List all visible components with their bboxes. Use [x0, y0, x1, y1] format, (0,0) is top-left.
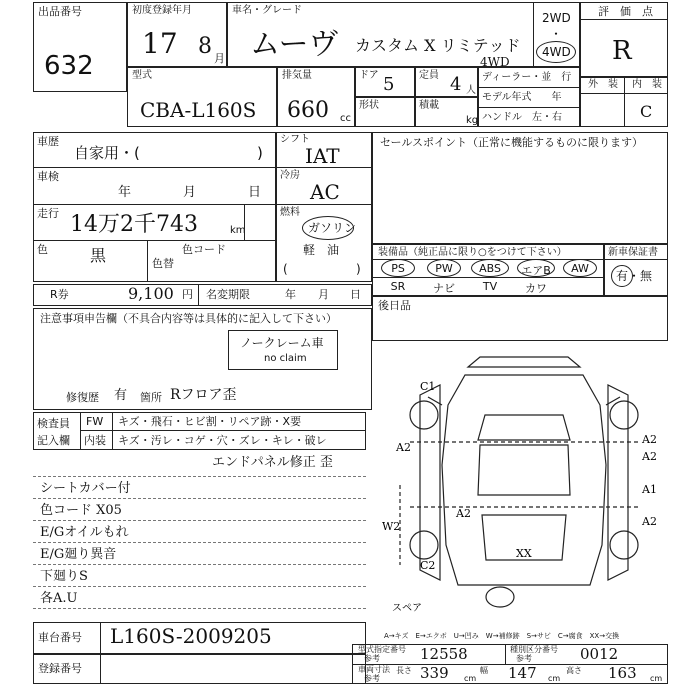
rating-value: R — [612, 36, 632, 66]
width-unit: cm — [548, 674, 561, 683]
remark-5: E/G廻り異音 — [40, 547, 117, 562]
equip-ps: PS — [391, 262, 405, 275]
chassis-label: 車台番号 — [38, 631, 82, 644]
no-claim-jp: ノークレーム車 — [240, 336, 324, 350]
deadline-day-unit: 日 — [350, 288, 361, 301]
mark-a2-right-mid: A2 — [642, 450, 657, 463]
no-claim-en: no claim — [264, 353, 307, 364]
height-value: 163 — [608, 664, 637, 682]
spec-code-label: 型式指定番号 — [358, 645, 406, 654]
inspection-month-unit: 月 — [183, 185, 197, 200]
shift-value: IAT — [305, 144, 340, 168]
reg-box — [33, 654, 366, 684]
model-label: 型式 — [132, 70, 152, 81]
repaint-label: 色替 — [152, 257, 174, 270]
first-reg-label: 初度登録年月 — [132, 5, 192, 16]
interior-label: 内 装 — [632, 79, 662, 90]
deadline-label: 名変期限 — [206, 288, 250, 301]
remark-2: シートカバー付 — [40, 481, 131, 496]
color-label: 色 — [37, 243, 48, 256]
deadline-year-unit: 年 — [285, 288, 296, 301]
equip-ps-circle — [381, 259, 415, 277]
rear-items-box — [372, 296, 668, 341]
equip-pw-circle — [427, 259, 461, 277]
equip-abs-circle — [471, 259, 509, 277]
lot-number: 632 — [44, 51, 94, 81]
drive-4wd: 4WD — [542, 45, 571, 59]
equip-aw-circle — [563, 259, 597, 277]
mark-a2-center: A2 — [456, 507, 471, 520]
fw-text: キズ・飛石・ヒビ割・リペア跡・X要 — [118, 415, 302, 428]
mark-c1: C1 — [420, 380, 436, 393]
fw-label: FW — [86, 415, 104, 428]
remark-1: エンドパネル修正 歪 — [212, 455, 333, 470]
size-label: 車両寸法 — [358, 665, 390, 674]
inspector-label2: 記入欄 — [37, 434, 70, 447]
new-car-value: 有・無 — [616, 269, 653, 283]
mark-a2-left: A2 — [396, 441, 411, 454]
inspector-interior-label: 内装 — [84, 434, 106, 447]
width-value: 147 — [508, 664, 537, 682]
car-name: ムーヴ — [250, 27, 339, 62]
notes-label: 注意事項申告欄（不具合内容等は具体的に記入して下さい） — [40, 312, 337, 325]
remark-3: 色コード X05 — [40, 503, 122, 518]
equip-pw: PW — [435, 262, 453, 275]
fuel-gasoline: ガソリン — [308, 221, 357, 235]
first-reg-year: 17 — [142, 27, 178, 60]
cc-unit: cc — [340, 113, 351, 124]
exterior-label: 外 装 — [588, 79, 618, 90]
rear-items-label: 後日品 — [378, 299, 411, 312]
class-value: 0012 — [580, 645, 619, 663]
recycle-value: 9,100 — [128, 284, 174, 303]
equip-aw: AW — [571, 262, 589, 275]
height-unit: cm — [650, 674, 663, 683]
class-ref: 参考 — [516, 654, 532, 663]
equip-tv: TV — [482, 280, 498, 293]
history-value: 自家用・( — [74, 144, 140, 162]
displacement-value: 660 — [287, 98, 329, 123]
length-value: 339 — [420, 664, 449, 682]
chassis-value: L160S-2009205 — [110, 624, 272, 648]
size-ref: 参考 — [364, 674, 380, 683]
handle-label: ハンドル 左・右 — [482, 112, 562, 123]
new-car-circle — [611, 265, 633, 287]
fuel-gasoline-circle — [302, 216, 357, 240]
rating-label: 評 価 点 — [598, 5, 653, 18]
door-label: ドア — [359, 70, 379, 81]
month-unit: 月 — [214, 52, 225, 65]
equip-airbag: エアB — [521, 264, 551, 277]
km-unit: km — [230, 225, 246, 236]
mark-w2: W2 — [382, 520, 401, 533]
drive-note: 4WD — [480, 55, 510, 69]
remark-7: 各A.U — [40, 591, 78, 606]
inspector-label1: 検査員 — [37, 417, 70, 430]
equip-navi: ナビ — [433, 282, 455, 295]
dealer-label: ディーラー・並 行 — [482, 72, 572, 83]
spec-code-ref: 参考 — [364, 654, 380, 663]
equip-airbag-circle — [517, 259, 555, 277]
recycle-unit: 円 — [182, 288, 193, 301]
mark-c2: C2 — [420, 559, 436, 572]
equip-sr: SR — [390, 280, 406, 293]
remark-4: E/Gオイルもれ — [40, 525, 129, 540]
fuel-paren-open: ( — [283, 262, 288, 276]
damage-legend: A→キズ E→エクボ U→凹み W→補修跡 S→サビ C→腐食 XX→交換 — [384, 632, 620, 640]
car-grade: カスタム X リミテッド — [355, 36, 521, 55]
model-value: CBA-L160S — [140, 98, 257, 122]
fuel-label: 燃料 — [280, 207, 300, 218]
inspection-year-unit: 年 — [118, 185, 132, 200]
first-reg-month: 8 — [198, 34, 212, 59]
equip-abs: ABS — [479, 262, 501, 275]
height-label: 高さ — [566, 666, 582, 675]
interior-text: キズ・汚レ・コゲ・穴・ズレ・キレ・破レ — [118, 434, 327, 447]
equipment-label: 装備品（純正品に限り○をつけて下さい） — [378, 247, 567, 258]
door-value: 5 — [383, 74, 395, 95]
shift-label: シフト — [280, 134, 310, 145]
length-unit: cm — [464, 674, 477, 683]
length-label: 長さ — [396, 666, 412, 675]
fuel-diesel: 軽 油 — [303, 243, 340, 257]
load-label: 積載 — [419, 100, 439, 111]
mark-a1: A1 — [642, 483, 657, 496]
spec-code-value: 12558 — [420, 645, 468, 663]
mark-xx: XX — [516, 547, 532, 560]
spare-label: スペア — [392, 603, 422, 614]
new-car-label: 新車保証書 — [608, 247, 658, 258]
repair-place-value: Rフロア歪 — [170, 387, 237, 403]
mileage-label: 走行 — [37, 207, 59, 220]
ac-value: AC — [310, 180, 340, 204]
equip-leather: カワ — [525, 282, 547, 295]
remark-6: 下廻りS — [40, 569, 88, 584]
history-close-paren: ) — [257, 144, 263, 162]
capacity-label: 定員 — [419, 70, 439, 81]
capacity-unit: 人 — [466, 85, 476, 96]
mark-a2-right-top: A2 — [642, 433, 657, 446]
drive-2wd: 2WD — [542, 11, 571, 25]
mileage-value: 14万2千743 — [70, 212, 198, 237]
capacity-value: 4 — [450, 74, 462, 95]
repair-place-label: 箇所 — [140, 391, 162, 404]
shape-label: 形状 — [359, 100, 379, 111]
history-label: 車歴 — [37, 135, 59, 148]
inspection-day-unit: 日 — [248, 185, 262, 200]
color-code-label: 色コード — [182, 243, 226, 256]
repair-label: 修復歴 — [66, 391, 99, 404]
model-year-label: モデル年式 年 — [482, 92, 562, 103]
color-value: 黒 — [90, 246, 107, 265]
lot-label: 出品番号 — [38, 5, 82, 18]
deadline-month-unit: 月 — [318, 288, 329, 301]
inspection-label: 車検 — [37, 170, 59, 183]
car-diagram — [380, 345, 668, 620]
fuel-paren-close: ) — [356, 262, 361, 276]
ac-label: 冷房 — [280, 170, 300, 181]
class-label: 種別区分番号 — [510, 645, 558, 654]
width-label: 幅 — [480, 666, 488, 675]
sales-point-label: セールスポイント（正常に機能するものに限ります） — [380, 136, 644, 149]
drive-divider — [533, 2, 534, 67]
reg-label: 登録番号 — [38, 662, 82, 675]
repair-value: 有 — [114, 388, 128, 403]
mark-a2-right-low: A2 — [642, 515, 657, 528]
drive-4wd-circle — [536, 41, 576, 63]
name-label: 車名・グレード — [232, 5, 302, 16]
drive-dot: ・ — [550, 27, 563, 41]
interior-value: C — [640, 102, 653, 121]
recycle-label: R券 — [50, 288, 69, 301]
displacement-label: 排気量 — [282, 70, 312, 81]
kg-unit: kg — [466, 115, 479, 126]
